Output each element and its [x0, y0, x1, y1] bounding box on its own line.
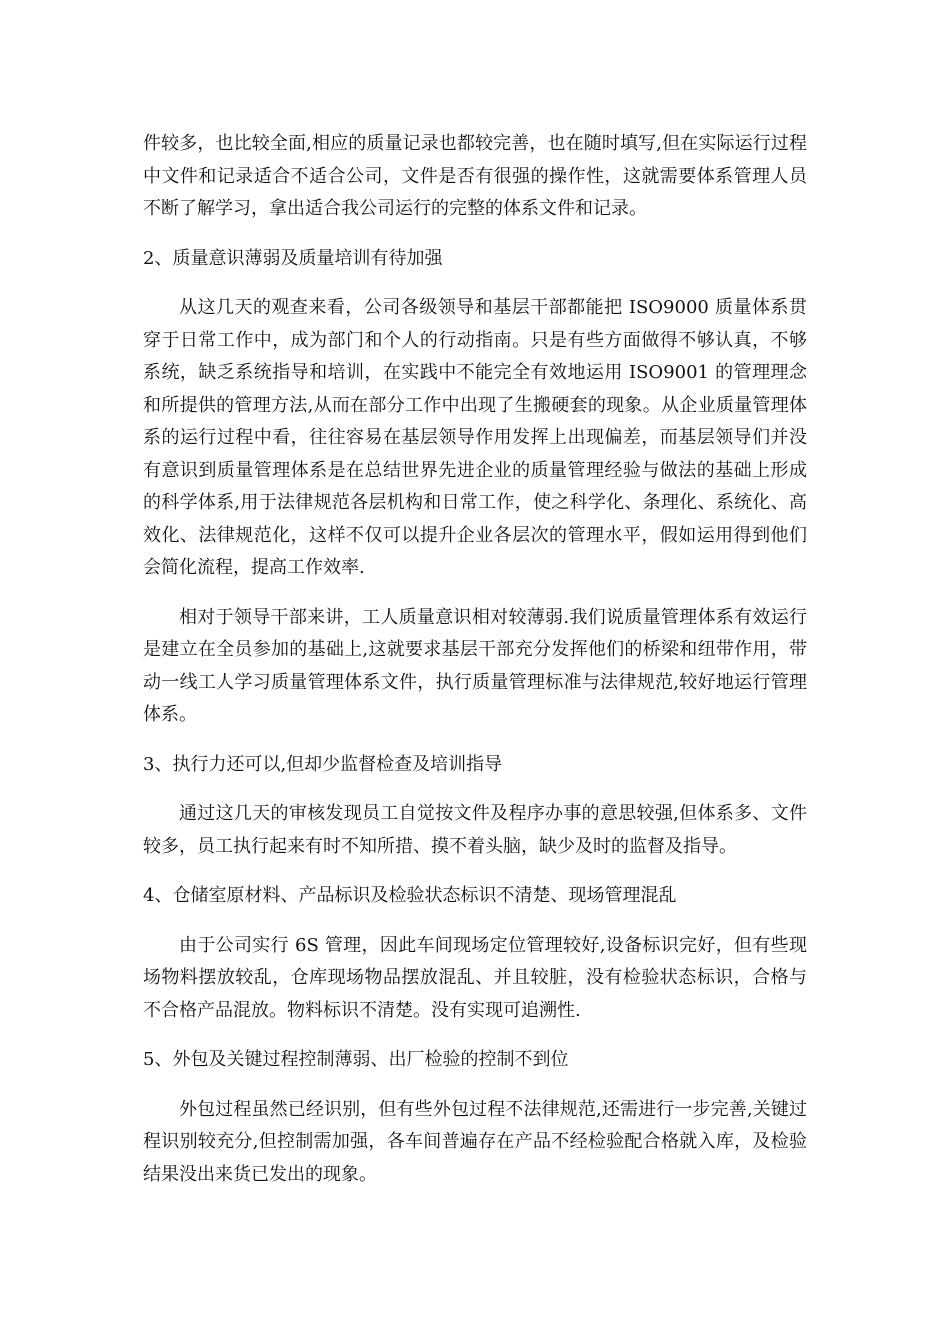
- intro-paragraph: 件较多，也比较全面,相应的质量记录也都较完善，也在随时填写,但在实际运行过程中文件和记录适合不适合公司，文件是否有很强的操作性，这就需要体系管理人员不断了解学习，拿出适合我公司运行的完整的体系文件和记录。: [143, 133, 807, 219]
- section-heading-5: 5、外包及关键过程控制薄弱、出厂检验的控制不到位: [143, 1049, 569, 1070]
- section-2-paragraph-2: 相对于领导干部来讲，工人质量意识相对较薄弱.我们说质量管理体系有效运行是建立在全员参加的基础上,这就要求基层干部充分发挥他们的桥梁和纽带作用，带动一线工人学习质量管理体系文件，执行质量管理标准与法律规范,较好地运行管理体系。: [143, 606, 807, 725]
- section-5-paragraph-1: 外包过程虽然已经识别，但有些外包过程不法律规范,还需进行一步完善,关键过程识别较充分,但控制需加强，各车间普遍存在产品不经检验配合格就入库，及检验结果没出来货已发出的现象。: [143, 1098, 807, 1185]
- section-2-paragraph-1: 从这几天的观查来看，公司各级领导和基层干部都能把 ISO9000 质量体系贯穿于日常工作中，成为部门和个人的行动指南。只是有些方面做得不够认真，不够系统，缺乏系统指导和培训，在实践中不能完全有效地运用 ISO9001 的管理理念和所提供的管理方法,从而在部分工作中出现了生搬硬套的现象。从企业质量管理体系的运行过程中看，往往容易在基层领导作用发挥上出现偏差，而基层领导们并没有意识到质量管理体系是在总结世界先进企业的质量管理经验与做法的基础上形成的科学体系,用于法律规范各层机构和日常工作，使之科学化、条理化、系统化、高效化、法律规范化，这样不仅可以提升企业各层次的管理水平，假如运用得到他们会简化流程，提高工作效率.: [143, 297, 807, 578]
- section-heading-2: 2、质量意识薄弱及质量培训有待加强: [143, 247, 443, 269]
- section-heading-3: 3、执行力还可以,但却少监督检查及培训指导: [143, 753, 503, 775]
- document-body: [143, 128, 807, 1191]
- section-3-paragraph-1: 通过这几天的审核发现员工自觉按文件及程序办事的意思较强,但体系多、文件较多，员工执行起来有时不知所措、摸不着头脑，缺少及时的监督及指导。: [143, 803, 807, 857]
- section-4-paragraph-1: 由于公司实行 6S 管理，因此车间现场定位管理较好,设备标识完好，但有些现场物料摆放较乱，仓库现场物品摆放混乱、并且较脏，没有检验状态标识，合格与不合格产品混放。物料标识不清楚。没有实现可追溯性.: [143, 934, 807, 1021]
- section-heading-4: 4、仓储室原材料、产品标识及检验状态标识不清楚、现场管理混乱: [143, 885, 677, 906]
